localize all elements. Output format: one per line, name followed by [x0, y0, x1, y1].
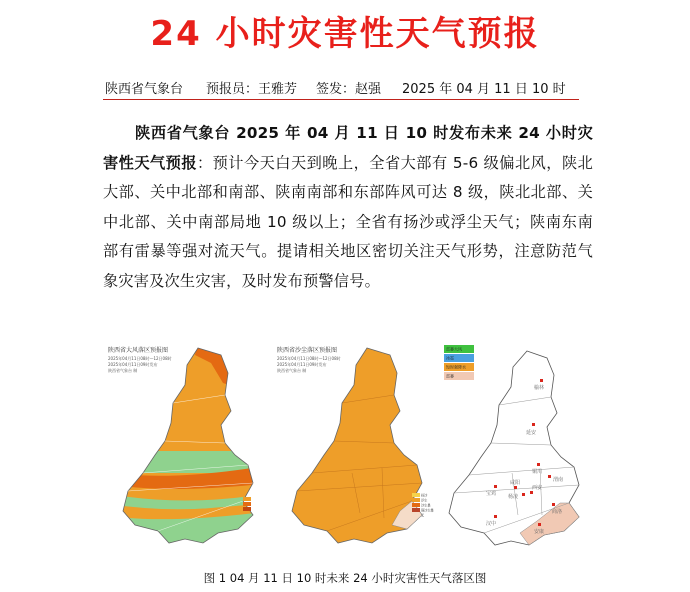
doc-meta [103, 74, 579, 100]
city-tongchuan: 铜川 [532, 469, 543, 475]
storm-legend-1: 冰雹 [446, 355, 454, 361]
storm-legend-3: 雷暴 [446, 373, 454, 379]
meta-agency: 陕西省气象台 [105, 82, 184, 97]
dust-map-line3: 陕西省气象台 制 [277, 368, 307, 373]
wind-map-line1: 2025年04月11日08时—12日08时 [108, 356, 172, 361]
figure-caption: 图 1 04 月 11 日 10 时未来 24 小时灾害性天气落区图 [203, 571, 487, 585]
wind-map-title: 陕西省大风落区预报图 [108, 347, 169, 354]
storm-forecast-map [442, 343, 592, 558]
city-weinan: 渭南 [553, 477, 564, 483]
dust-legend-1: 浮尘 [421, 498, 428, 503]
dust-map-title: 陕西省沙尘落区预报图 [277, 347, 338, 354]
city-xianyang: 咸阳 [510, 480, 521, 486]
city-xian: 西安 [532, 485, 543, 491]
meta-datetime: 2025 年 04 月 11 日 10 时 [402, 82, 566, 97]
city-yanan: 延安 [526, 430, 537, 436]
city-yulin: 榆林 [534, 385, 545, 391]
dust-map-line2: 2025年04月11日09时发布 [277, 362, 327, 367]
city-ankang: 安康 [534, 529, 545, 535]
dust-legend-3: 强沙尘暴 [421, 508, 434, 513]
doc-title: 24 小时灾害性天气预报 [150, 14, 540, 54]
city-shangluo: 商洛 [552, 509, 563, 515]
dust-legend-0: 扬沙 [421, 493, 428, 498]
forecast-body: ：预计今天白天到晚上，全省大部有 5-6 级偏北风，陕北大部、关中北部和南部、陕南南部和东部阵风可达 8 级，陕北北部、关中北部、关中南部局地 10 级以上；全省有扬沙或浮尘天气；陕南东南部有雷暴等强对流天气。提请相关地区密切关注天气形势，注意防范气象灾害及次生灾害，及时发布预警信号。 [103, 153, 593, 290]
storm-legend-0: 雷暴大风 [446, 346, 462, 352]
storm-legend-2: 短时强降水 [446, 364, 466, 370]
meta-issuer: 签发：赵强 [316, 82, 382, 97]
forecast-paragraph [103, 119, 593, 297]
city-hanzhong: 汉中 [486, 521, 497, 527]
dust-legend-4: 无 [421, 513, 425, 518]
dust-forecast-map [272, 343, 440, 558]
dust-map-line1: 2025年04月11日08时—12日08时 [277, 356, 341, 361]
meta-reporter: 预报员：王雅芳 [206, 82, 298, 97]
city-baoji: 宝鸡 [486, 491, 497, 497]
wind-map-line3: 陕西省气象台 制 [108, 368, 138, 373]
wind-forecast-map [103, 343, 271, 558]
dust-legend-2: 沙尘暴 [421, 503, 431, 508]
forecast-lead: 陕西省气象台 2025 年 04 月 11 日 10 时发布未来 24 小时灾害性天气预报 [103, 124, 593, 172]
city-yangling: 杨凌 [508, 494, 519, 500]
wind-map-line2: 2025年04月11日09时发布 [108, 362, 158, 367]
